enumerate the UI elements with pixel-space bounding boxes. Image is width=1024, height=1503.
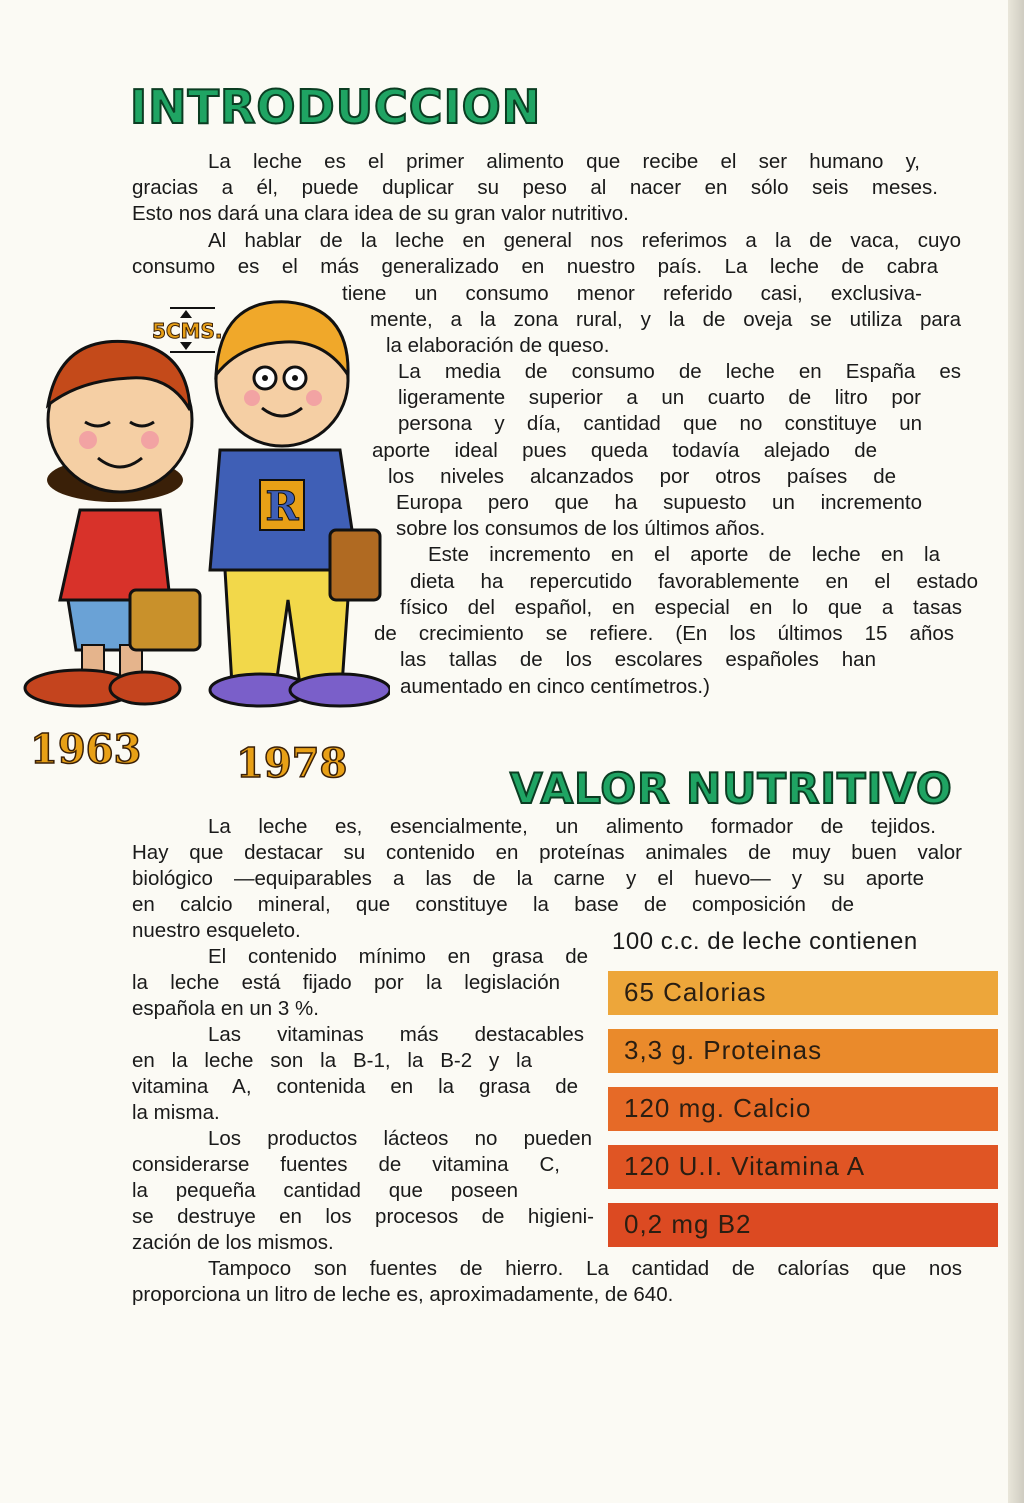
nutrition-row: 120 mg. Calcio	[608, 1087, 998, 1131]
valor-line: zación de los mismos.	[132, 1231, 334, 1254]
valor-heading: VALOR NUTRITIVO	[510, 764, 953, 813]
intro-line: físico del español, en especial en lo que a tasas	[400, 596, 962, 619]
height-marker	[152, 308, 223, 352]
intro-line: gracias a él, puede duplicar su peso al nacer en sólo seis meses.	[132, 176, 938, 199]
nutrition-row: 3,3 g. Proteinas	[608, 1029, 998, 1073]
intro-line: tiene un consumo menor referido casi, exclusiva-	[342, 282, 922, 305]
boy-1978-figure	[210, 302, 390, 706]
intro-line: sobre los consumos de los últimos años.	[396, 517, 766, 540]
valor-line: Hay que destacar su contenido en proteínas animales de muy buen valor	[132, 841, 962, 864]
year-1978-label: 1978	[236, 740, 348, 787]
valor-line: Tampoco son fuentes de hierro. La cantidad de calorías que nos	[208, 1257, 962, 1280]
nutrition-row: 120 U.I. Vitamina A	[608, 1145, 998, 1189]
intro-line: la elaboración de queso.	[386, 334, 610, 357]
intro-line: de crecimiento se refiere. (En los últimos 15 años	[374, 622, 954, 645]
valor-line: nuestro esqueleto.	[132, 919, 301, 942]
boys-illustration	[20, 280, 390, 710]
valor-line: la misma.	[132, 1101, 220, 1124]
nutrition-row: 0,2 mg B2	[608, 1203, 998, 1247]
valor-line: considerarse fuentes de vitamina C,	[132, 1153, 560, 1176]
intro-line: las tallas de los escolares españoles han	[400, 648, 876, 671]
intro-line: Al hablar de la leche en general nos referimos a la de vaca, cuyo	[208, 229, 961, 252]
valor-line: la pequeña cantidad que poseen	[132, 1179, 518, 1202]
valor-line: se destruye en los procesos de higieni-	[132, 1205, 594, 1228]
boy-1963-figure	[25, 341, 200, 706]
year-1963-label: 1963	[30, 726, 142, 773]
valor-line: Los productos lácteos no pueden	[208, 1127, 592, 1150]
valor-line: la leche está fijado por la legislación	[132, 971, 560, 994]
valor-line: biológico —equiparables a las de la carne y el huevo— y su aporte	[132, 867, 924, 890]
valor-line: española en un 3 %.	[132, 997, 319, 1020]
intro-line: consumo es el más generalizado en nuestro país. La leche de cabra	[132, 255, 938, 278]
valor-line: vitamina A, contenida en la grasa de	[132, 1075, 578, 1098]
intro-line: Europa pero que ha supuesto un incremento	[396, 491, 922, 514]
valor-line: El contenido mínimo en grasa de	[208, 945, 588, 968]
page-edge	[1008, 0, 1024, 1503]
intro-line: La media de consumo de leche en España es	[398, 360, 961, 383]
valor-line: Las vitaminas más destacables	[208, 1023, 584, 1046]
intro-line: mente, a la zona rural, y la de oveja se utiliza para	[370, 308, 961, 331]
valor-line: La leche es, esencialmente, un alimento formador de tejidos.	[208, 815, 936, 838]
intro-line: Este incremento en el aporte de leche en la	[428, 543, 940, 566]
intro-line: los niveles alcanzados por otros países de	[388, 465, 896, 488]
intro-line: La leche es el primer alimento que recibe el ser humano y,	[208, 150, 920, 173]
intro-heading: INTRODUCCION	[130, 80, 542, 134]
valor-line: en calcio mineral, que constituye la base de composición de	[132, 893, 854, 916]
nutrition-row: 65 Calorias	[608, 971, 998, 1015]
intro-line: aumentado en cinco centímetros.)	[400, 675, 710, 698]
height-label: 5CMS.	[152, 319, 223, 343]
valor-line: en la leche son la B-1, la B-2 y la	[132, 1049, 532, 1072]
sweater-letter: R	[265, 483, 299, 530]
intro-line: persona y día, cantidad que no constituye un	[398, 412, 922, 435]
intro-line: aporte ideal pues queda todavía alejado de	[372, 439, 877, 462]
nutrition-table-title: 100 c.c. de leche contienen	[612, 928, 918, 955]
intro-line: dieta ha repercutido favorablemente en el estado	[410, 570, 978, 593]
intro-line: Esto nos dará una clara idea de su gran valor nutritivo.	[132, 202, 629, 225]
intro-line: ligeramente superior a un cuarto de litro por	[398, 386, 921, 409]
valor-line: proporciona un litro de leche es, aproximadamente, de 640.	[132, 1283, 674, 1306]
